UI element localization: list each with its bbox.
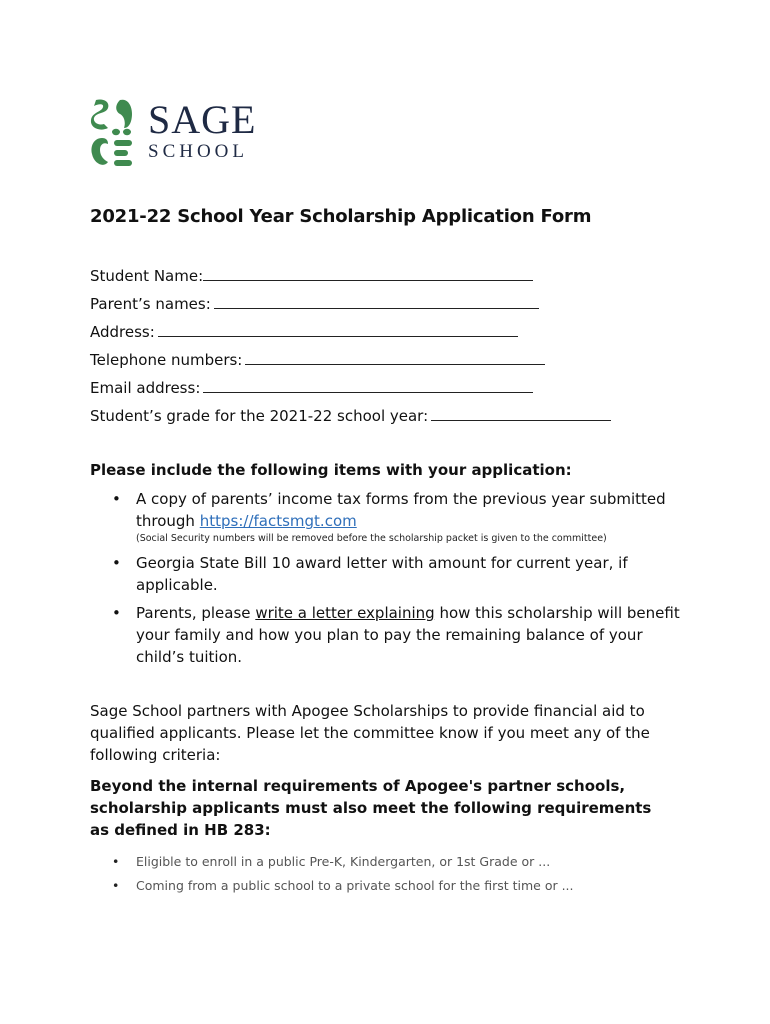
award-letter-text: Georgia State Bill 10 award letter with amount for current year, if applicable. xyxy=(136,554,628,594)
tax-forms-text: A copy of parents’ income tax forms from the previous year submitted through xyxy=(136,490,666,530)
list-item xyxy=(90,552,680,596)
grade-field xyxy=(90,406,611,426)
logo-brand-sub: SCHOOL xyxy=(148,141,249,162)
grade-label: Student’s grade for the 2021-22 school year: xyxy=(90,407,429,425)
parents-names-label: Parent’s names: xyxy=(90,295,211,313)
list-item xyxy=(90,874,680,898)
address-blank[interactable] xyxy=(158,322,518,337)
partners-paragraph: Sage School partners with Apogee Scholarships to provide financial aid to qualified applicants. Please let the committee know if you meet any of the following criteria: xyxy=(90,702,650,764)
requirements-list xyxy=(90,488,680,674)
email-field xyxy=(90,378,533,398)
bullet-icon: • xyxy=(112,878,120,893)
telephone-field xyxy=(90,350,545,370)
list-item xyxy=(90,850,680,874)
parents-names-blank[interactable] xyxy=(214,294,539,309)
bullet-icon: • xyxy=(112,604,121,622)
letter-underlined-text: write a letter explaining xyxy=(255,604,435,622)
telephone-label: Telephone numbers: xyxy=(90,351,243,369)
address-label: Address: xyxy=(90,323,155,341)
form-title: 2021-22 School Year Scholarship Application Form xyxy=(90,206,592,227)
address-field xyxy=(90,322,518,342)
sage-logo-mark-icon xyxy=(90,98,134,168)
student-name-label: Student Name: xyxy=(90,267,204,285)
grade-blank[interactable] xyxy=(431,406,611,421)
list-item xyxy=(90,488,680,546)
sage-school-logo xyxy=(90,98,270,168)
letter-post-text: how this scholarship will benefit your family and how you plan to pay the remaining balance of your child’s tuition. xyxy=(136,604,680,666)
telephone-blank[interactable] xyxy=(245,350,545,365)
email-label: Email address: xyxy=(90,379,201,397)
criteria-item: Coming from a public school to a private school for the first time or ... xyxy=(136,878,574,893)
bullet-icon: • xyxy=(112,490,121,508)
facts-link[interactable]: https://factsmgt.com xyxy=(199,512,357,530)
student-name-field xyxy=(90,266,533,286)
criteria-list xyxy=(90,850,680,898)
parents-names-field xyxy=(90,294,539,314)
email-blank[interactable] xyxy=(203,378,533,393)
logo-wordmark xyxy=(148,98,256,162)
bullet-icon: • xyxy=(112,854,120,869)
criteria-heading: Beyond the internal requirements of Apogee's partner schools, scholarship applicants must also meet the following requirements as defined in HB 283: xyxy=(90,777,652,839)
bullet-icon: • xyxy=(112,554,121,572)
ssn-note: (Social Security numbers will be removed before the scholarship packet is given to the committee) xyxy=(136,533,607,544)
list-item xyxy=(90,602,680,668)
logo-brand-word: SAGE xyxy=(148,97,257,142)
criteria-item: Eligible to enroll in a public Pre-K, Kindergarten, or 1st Grade or ... xyxy=(136,854,551,869)
letter-pre-text: Parents, please xyxy=(136,604,251,622)
requirements-heading: Please include the following items with your application: xyxy=(90,461,572,479)
student-name-blank[interactable] xyxy=(203,266,533,281)
